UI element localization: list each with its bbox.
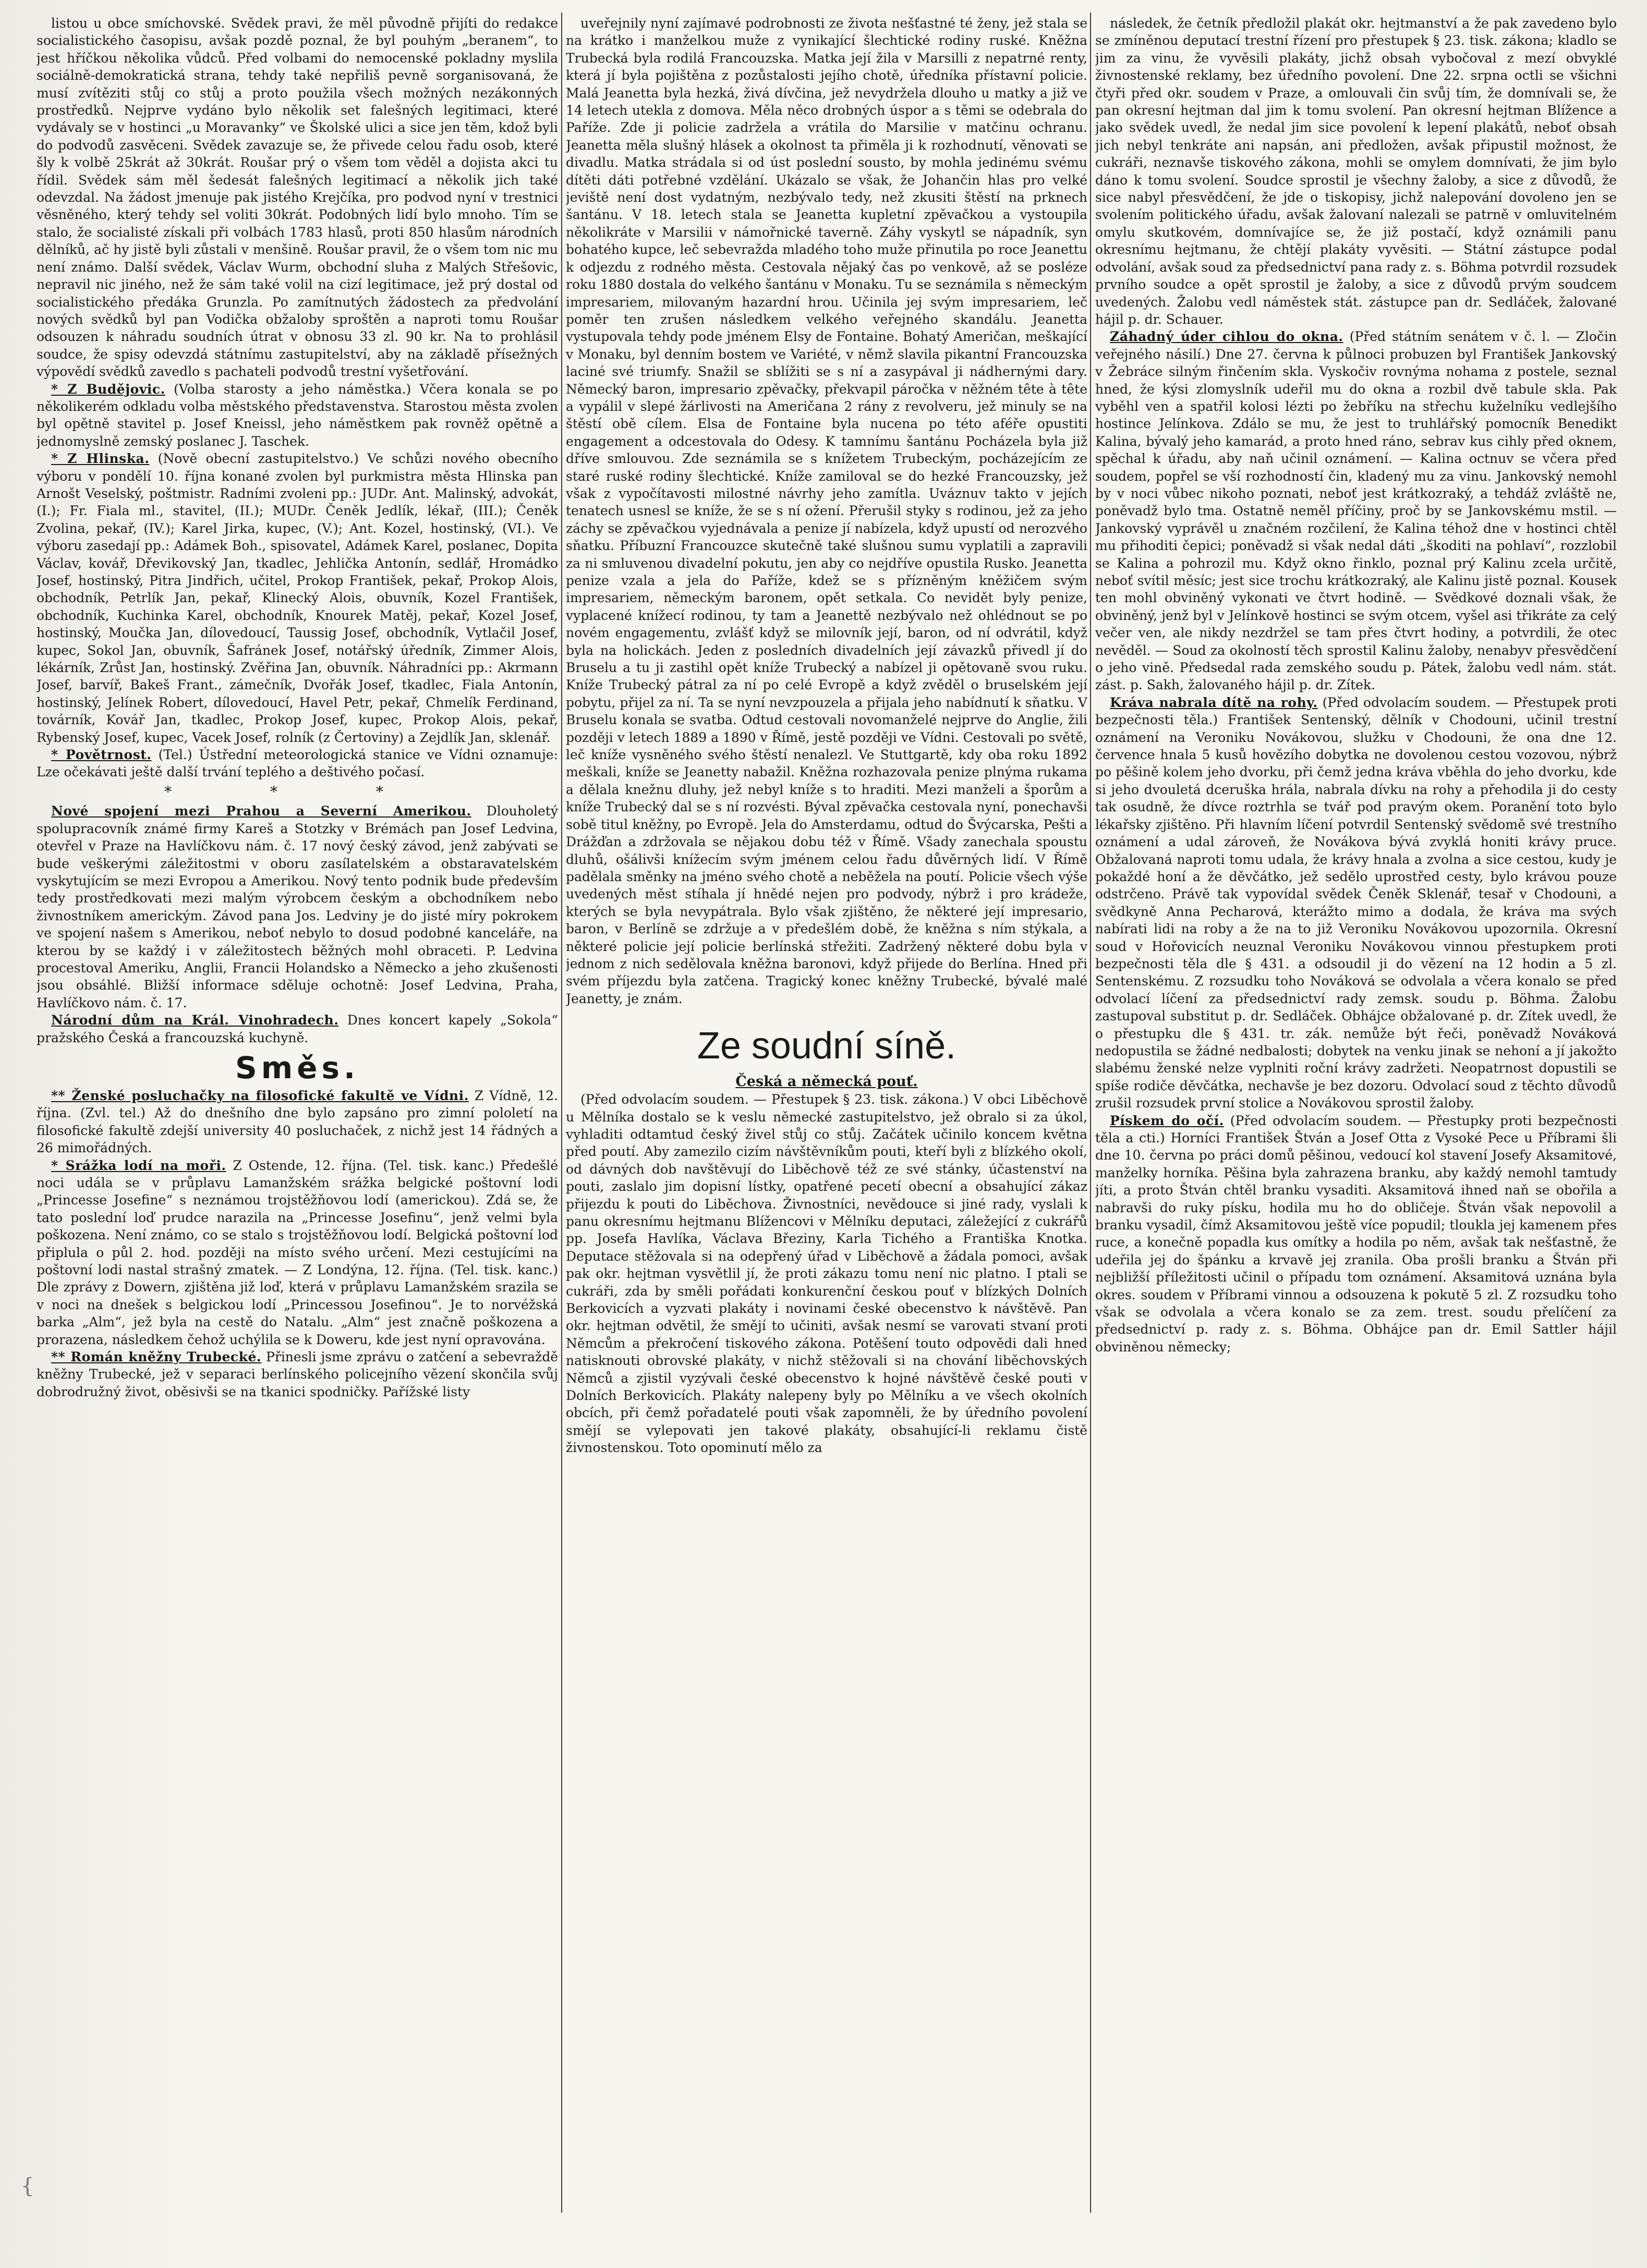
- article-headline: Záhadný úder cihlou do okna.: [1110, 329, 1343, 345]
- article-body-text: Dlouholetý spolupracovník známé firmy Kareš a Stotzky v Brémách pan Josef Ledvina, otevřel v Praze na Havlíčkovu nám. č. 17 nový český závod, jenž zabývati se bude veškerými záležitostmi v oboru zasílatelském a obstaravatelském vyskytujícím se mezi Evropou a Amerikou. Nový tento podnik bude především tedy prostředkovati mezi malým výrobcem českým a obchodníkem nebo živnostníkem americkým. Závod pana Jos. Ledviny je do jisté míry pokrokem ve spojení našem s Amerikou, neboť nebylo to dosud podobné kanceláře, na kterou by se každý i v záležitostech běžných mohl obraceti. P. Ledvina procestoval Ameriku, Anglii, Francii Holandsko a Německo a jeho zkušenosti jsou obsáhlé. Bližší informace sděluje ochotně: Josef Ledvina, Praha, Havlíčkovo nám. č. 17.: [37, 803, 558, 1010]
- article-headline: * Z Budějovic.: [51, 381, 165, 397]
- margin-bracket-mark: {: [21, 2174, 34, 2198]
- article-body-text: Z Ostende, 12. října. (Tel. tisk. kanc.) Předešlé noci udála se v průplavu Lamanžském srážka belgické poštovní lodi „Princesse Josefine“ s neznámou trojstěžňovou lodí (americkou). Zdá se, že tato poslední loď prudce narazila na „Princesse Josefinu“, jenž velmi byla poškozena. Není známo, co se stalo s trojstěžňovou lodí. Belgická poštovní loď připlula o půl 2. hod. později na místo svého určení. Mezi cestujícími na poštovní lodi nastal strašný zmatek. — Z Londýna, 12. října. (Tel. tisk. kanc.) Dle zprávy z Dowern, zjištěna již loď, která v průplavu Lamanžském srazila se v noci na dnešek s belgickou lodí „Princessou Josefinou“. Je to norvéžská barka „Alm“, jež byla na cestě do Natalu. „Alm“ jest značně poškozena a prorazena, následkem čehož uchýlila se k Doweru, kde jest nyní opravována.: [37, 1157, 558, 1347]
- article-paragraph: [37, 746, 558, 781]
- article-paragraph: [37, 802, 558, 1011]
- article-paragraph: [37, 1157, 558, 1348]
- article-body-text: Dnes koncert kapely „Sokola“ pražského Česká a francouzská kuchyně.: [37, 1013, 558, 1045]
- section-divider-dots: * * *: [164, 783, 430, 800]
- column-left: [37, 15, 558, 2220]
- article-body-text: uveřejnily nyní zajímavé podrobnosti ze života nešťastné té ženy, jež stala se na krátko i manželkou muže z vynikající šlechtické rodiny ruské. Kněžna Trubecká byla rodilá Francouzska. Matka její žila v Marsilli z nepatrné renty, která jí byla pojištěna z pozůstalosti jejího chotě, úředníka přístavní policie. Malá Jeanetta byla hezká, živá dívčina, jež nevydržela dlouho u matky a již ve 14 letech utekla z domova. Měla něco drobných úspor a s těmi se odebrala do Paříže. Zde ji policie zadržela a vrátila do Marsilie v matčinu ochranu. Jeanetta měla slušný hlásek a okolnost ta přiměla ji k rozhodnutí, věnovati se divadlu. Matka strádala si od úst poslední sousto, by mohla jedinému svému dítěti dáti potřebné vzdělání. Ukázalo se však, že Johančin hlas pro velké jeviště není dost vydatným, nezbývalo tedy, než zkusiti štěstí na prknech šantánu. V 18. letech stala se Jeanetta kupletní zpěvačkou a vystoupila několikráte v Marsilii v námořnické taverně. Záhy vyskytl se nápadník, syn bohatého kupce, leč sebevražda mladého toho muže přinutila po roce Jeanettu k odjezdu z rodného města. Cestovala nějaký čas po venkově, až se posléze roku 1880 dostala do velkého šantánu v Monaku. Tu se seznámila s německým impresariem, milovaným hazardní hrou. Učinila jej svým impresariem, leč poměr ten zrušen následkem velkého veřejného skandálu. Jeanetta vystupovala tehdy pode jménem Elsy de Fontaine. Bohatý Američan, meškající v Monaku, byl denním bostem ve Variété, v němž slavila pikantní Francouzska laciné své triumfy. Snažil se sblížiti se s ní a zasypával ji nádhernými dary. Německý baron, impresario zpěvačky, překvapil páročka v něžném tête à tête a vypálil v slepé žárlivosti na Američana 2 rány z revolveru, jež minuly se na štěstí obě cílem. Elsa de Fontaine byla nucena po této aféře opustiti engagement a odcestovala do Odesy. K tamnímu šantánu Pocházela byla již dříve smlouvou. Zde seznámila se s knížetem Trubeckým, pocházejícím ze staré ruské rodiny šlechtické. Kníže zamiloval se do hezké Francouzsky, jež však z vypočítavosti milostné návrhy jeho zamítla. Uváznuv takto v jejích tenatech usnesl se kníže, že se s ní ožení. Přerušil styky s rodinou, jež za jeho záchy se zpěvačkou vyjednávala a penize jí nabízela, když upustí od nerozvého sňatku. Příbuzní Francouzce skutečně také slušnou sumu vyplatili a zapravili za ni smluvenou divadelní pokutu, jen aby co nejdříve opustila Rusko. Jeanetta penize vzala a jela do Paříže, kdež se s přízněným kněžičem svým impresariem, německým baronem, opět setkala. Co nevidět byly penize, vyplacené knížecí rodinou, ty tam a Jeanettě nezbývalo než ohlédnout se po novém engagementu, zvlášť když se milovník její, baron, od ní odvrátil, když byla na holickách. Jeden z posledních divadelních její závazků přivedl jí do Bruselu a tu ji zastihl opět kníže Trubecký a nabízel ji opětovaně svou ruku. Kníže Trubecký pátral za ní po celé Evropě a když zvěděl o bruselském její pobytu, přijel za ní. Ta se nyní nevzpouzela a přijala jeho nabídnutí k sňatku. V Bruselu konala se svatba. Odtud cestovali novomanželé nejprve do Anglie, žili později v letech 1889 a 1890 v Římě, jestě později ve Vídni. Cestovali po světě, leč kníže vysněného svého štěstí nenalezl. Ve Stuttgartě, kdy oba roku 1892 meškali, kníže se Jeanetty nabažil. Kněžna rozhazovala penize plnýma rukama a dělala knežnu dluhy, jež nebyl kníže s to hraditi. Mezi manželi a šporům a kníže Trubecký dal se s ní rozvésti. Býval zpěvačka cestovala nyní, ponechavši sobě titul kněžny, po Evropě. Jela do Amsterdamu, odtud do Švýcarska, Pešti a Drážďan a zdržovala se nějakou dobu též v Římě. Všady zanechala spoustu dluhů, ošálivši knížecím svým jménem celou řadu důvěrných lidí. V Římě padělala směnky na jméno svého chotě a neběžela na poutí. Policie všech výše uvedených měst stíhala jí hnědé nejen pro podvody, nýbrž i pro krádeže, kterých se byla nevypátrala. Bylo však zjištěno, že některé její impresario, baron, v Berlíně se zdržuje a v předešlém době, že kněžna s ním stýkala, a některé policie její policie berlínská střežiti. Zadržený některé dobu byla v jednom z nich sedělovala kněžna baronovi, když přijede do Berlína. Hned při svém příjezdu byla zatčena. Tragický konec kněžny Trubecké, bývalé malé Jeanetty, je znám.: [566, 16, 1087, 1006]
- article-body-text: Přinesli jsme zprávu o zatčení a sebevraždě kněžny Trubecké, jež v separaci berlínského policejního vězení skončila svůj dobrodružný život, oběsivši se na tkanici spodničky. Pařížské listy: [37, 1349, 558, 1399]
- article-paragraph: [37, 1011, 558, 1046]
- column-right: [1095, 15, 1617, 2220]
- article-paragraph: [37, 1087, 558, 1157]
- article-paragraph: [37, 450, 558, 746]
- article-headline: Pískem do očí.: [1110, 1113, 1224, 1128]
- article-body-text: (Nově obecní zastupitelstvo.) Ve schůzi nového obecního výboru v pondělí 10. října konané zvolen byl purkmistra města Hlinska pan Arnošt Veselský, poštmistr. Radními zvoleni pp.: JUDr. Ant. Malinský, advokát, (I.); Fr. Fiala ml., stavitel, (II.); MUDr. Čeněk Jedlík, lékař, (III.); Čeněk Zvolina, pekař, (IV.); Karel Jirka, kupec, (V.); Ant. Kozel, hostinský, (VI.). Ve výboru zasedají pp.: Adámek Boh., spisovatel, Adámek Karel, poslanec, Dopita Václav, kovář, Dřevikovský Jan, tkadlec, Jehlička Antonín, sedlář, Hromádko Josef, hostinský, Pitra Jindřich, učitel, Prokop František, pekař, Prokop Alois, obchodník, Petrlík Jan, pekař, Klinecký Alois, obuvník, Kozel František, obchodník, Kuchinka Karel, obchodník, Knourek Matěj, pekař, Kozel Josef, hostinský, Moučka Jan, dílovedoucí, Taussig Josef, obchodník, Vytlačil Josef, kupec, Sokol Jan, obuvník, Šafránek Josef, notářský úředník, Zimmer Alois, lékárník, Zrůst Jan, hostinský. Zvěřina Jan, obuvník. Náhradníci pp.: Akrmann Josef, barvíř, Bakeš Frant., zámečník, Dvořák Josef, tkadlec, Fiala Antonín, hostinský, Jelínek Robert, dílovedoucí, Havel Petr, pekař, Chmelík Ferdinand, továrník, Kovář Jan, tkadlec, Prokop Josef, kupec, Prokop Alois, pekař, Rybenský Josef, kupec, Vacek Josef, rolník (z Čertoviny) a Zejdlík Jan, sklenář.: [37, 451, 558, 745]
- article-body-text: Z Vídně, 12. října. (Zvl. tel.) Až do dnešního dne bylo zapsáno pro zimní pololetí na filosofické fakultě zdejší university 40 posluchaček, z nichž jest 14 řádných a 26 mimořádných.: [37, 1088, 558, 1156]
- article-headline: * Srážka lodí na moři.: [51, 1157, 226, 1173]
- article-headline: Nové spojení mezi Prahou a Severní Amerikou.: [51, 803, 471, 819]
- article-paragraph: [37, 1348, 558, 1400]
- article-paragraph: [37, 15, 558, 381]
- article-paragraph: [1095, 15, 1617, 328]
- column-rule: [1090, 13, 1091, 2213]
- article-body-text: (Tel.) Ústřední meteorologická stanice ve Vídni oznamuje: Lze očekávati ještě další trvání teplého a deštivého počasí.: [37, 747, 558, 780]
- article-paragraph: [566, 1091, 1087, 1457]
- article-paragraph: [566, 15, 1087, 1007]
- section-heading-smes: Směs.: [235, 1050, 360, 1086]
- article-body-text: (Před odvolacím soudem. — Přestupek proti bezpečnosti těla.) František Sentenský, dělník v Chodouni, učinil trestní oznámení na Veroniku Novákovou, služku v Chodouni, že ona dne 12. července hnala 5 kusů hovězího dobytka ne dovolenou cestou vozovou, nýbrž po pěšině kolem jeho dvorku, při čemž jedna kráva vběhla do jeho dvorku, kde si jeho dvouletá dceruška hrála, nabrala dívku na rohy a přehodila ji do cesty tak osudně, že dívce roztrhla se tvář pod pravým okem. Poranění toto bylo lékařsky zjištěno. Při hlavním líčení potvrdil Sentenský svědomě své trestního oznámení a udal zároveň, že Novákova bývá zvyklá honiti krávy pruce. Obžalovaná naproti tomu udala, že krávy hnala a zvolna a sice cestou, kudy je pokaždé honí a že děvčátko, jež sedělo uprostřed cesty, bylo krávou pouze odstrčeno. Právě tak vypovídal svědek Čeněk Sklenář, tesař v Chodouni, a svědkyně Anna Pecharová, kterážto mimo a dodala, že kráva ma svých nabírati lidi na roby a že na to již Veroniku Novákovou upozornila. Okresní soud v Hořovicích neuznal Veroniku Novákovou vinnou přestupkem proti bezpečnosti těla dle § 431. a odsoudil ji do vězení na 12 hodin a 5 zl. Sentenskému. Z rozsudku toho Nováková se odvolala a včera konalo se před odvolací líčení za předsednictví rady zemsk. soudu p. Böhma. Žalobu zastupoval substitut p. dr. Sedláček. Obhájce obžalované p. dr. Zítek uvedl, že o přestupku dle § 431. tr. zák. nemůže být řeči, poněvadž Nováková nedopustila se žádné nedbalosti; dobytek na venku jinak se nehoní a jí jakožto slabému ženské nelze vyplniti roční krávy zadržeti. Neopatrnost dopustili se spíše rodiče děvčátka, nechavše je bez dozoru. Odvolací soud z těchto důvodů zrušil rozsudek první stolice a Novákovou sprostil žaloby.: [1095, 694, 1617, 1111]
- article-paragraph: [37, 381, 558, 450]
- article-headline: * Z Hlinska.: [51, 451, 150, 467]
- article-body-text: (Volba starosty a jeho náměstka.) Včera konala se po několikerém odkladu volba městského představenstva. Starostou města zvolen byl opětně stavitel p. Josef Kneissl, jeho náměstkem pak rovněž opětně a jednomyslně zemský poslanec J. Taschek.: [37, 381, 558, 449]
- article-paragraph: [1095, 1112, 1617, 1356]
- article-headline: Kráva nabrala dítě na rohy.: [1110, 694, 1318, 710]
- article-subheading: Česká a německá pouť.: [735, 1074, 918, 1090]
- column-middle: [566, 15, 1087, 2220]
- article-headline: ** Ženské posluchačky na filosofické fakultě ve Vídni.: [51, 1088, 469, 1103]
- article-body-text: (Před odvolacím soudem. — Přestupky proti bezpečnosti těla a cti.) Horníci František Štván a Josef Otta z Vysoké Pece u Příbrami šli dne 10. června po práci domů pěšinou, vedoucí kol stavení Josefy Aksamitové, manželky horníka. Pěšina byla zahrazena branku, aby každý nemohl tamtudy jíti, a proto Štván chtěl branku vysaditi. Aksamitová ihned naň se obořila a nabravši do ruky písku, hodila mu ho do obličeje. Štván však nepovolil a branku vysadil, čímž Aksamitovou ještě více popudil; tloukla jej kamenem přes ruce, a konečně popadla kus omítky a hodila po něm, avšak tak nešťastně, že udeřila jej do špánku a krvavě jej zranila. Oba prošli branku a Štván při nejbližší příležitosti učinil o případu tom oznámení. Aksamitová uznána byla okres. soudem v Příbrami vinnou a odsouzena k pokutě 5 zl. Z rozsudku toho však se odvolala a včera konalo se za zem. trest. soudu přelíčení za předsednictví p. rady z. s. Böhma. Obhájce pan dr. Emil Sattler hájil obviněnou německy;: [1095, 1113, 1617, 1355]
- article-headline: * Povětrnost.: [51, 747, 152, 763]
- column-rule: [561, 13, 562, 2213]
- article-headline: ** Román kněžny Trubecké.: [51, 1349, 262, 1365]
- article-paragraph: [1095, 694, 1617, 1112]
- article-body-text: (Před státním senátem v č. l. — Zločin veřejného násilí.) Dne 27. června k půlnoci probuzen byl František Jankovský v Žebráce silným řinčením skla. Vyskočiv rovnýma nohama z postele, seznal hned, že kýsi zlomyslník udeřil mu do okna a rozbil dvě tabule skla. Pak vyběhl ven a spatřil kolosi lézti po žebříku na střechu kuželníku vedlejšího hostince Jelínkova. Zdálo se mu, že jest to truhlářský pomocník Benedikt Kalina, bývalý jeho kamarád, a proto hned ráno, sebrav kus cihly před oknem, spěchal k úřadu, aby naň učinil oznámení. — Kalina octnuv se včera před soudem, popřel se vší rozhodností čin, kladený mu za vinu. Jankovský nemohl by v noci vůbec nikoho poznati, neboť jest krátkozraký, a tehdáž zvláště ne, poněvadž bylo tma. Ostatně neměl příčiny, proč by se Jankovskému mstil. — Jankovský vyprávěl u značném rozčilení, že Kalina téhož dne v hostinci chtěl mu přihoditi čepici; poněvadž si však nedal dáti „škoditi na pohlaví“, rozzlobil se Kalina a pohrozil mu. Když okno řinklo, poznal prý Kalinu zcela určitě, neboť svítil měsíc; jest sice trochu krátkozraký, ale Kalinu jistě poznal. Kousek ten mohl obviněný vykonati ve čtvrt hodině. — Svědkové doznali však, že obviněný, jenž byl v Jelínkově hostinci se svým otcem, vyšel asi třikráte za celý večer ven, ale nikdy nezdržel se tam přes čtvrt hodiny, a potvrdili, že otec nevěděl. — Soud za okolností těch sprostil Kalinu žaloby, nenabyv přesvědčení o jeho vině. Předsedal rada zemského soudu p. Pátek, žalobu vedl nám. stát. zást. p. Sakh, žalovaného hájil p. dr. Zítek.: [1095, 329, 1617, 693]
- article-body-text: (Před odvolacím soudem. — Přestupek § 23. tisk. zákona.) V obci Liběchově u Mělníka dostalo se k veslu německé zastupitelstvo, jež obralo si za úkol, vyhladiti odtamtud český živel stůj co stůj. Začátek učinilo koncem května před poutí. Aby zamezilo cizím návštěvníkům pouti, kteří byli z blízkého okolí, od dávných dob navštěvují do Liběchově též ze své stánky, účastenství na pouti, zaslalo jim dopisní lístky, opatřené pecetí obecní a obsahující zákaz přijezdu k pouti do Liběchova. Živnostníci, nevědouce si jiné rady, vyslali k panu okresnímu hejtmanu Blížencovi v Mělníku deputaci, záležející z cukrářů pp. Josefa Havlíka, Václava Březiny, Karla Tichého a Františka Knotka. Deputace stěžovala si na odepřený úřad v Liběchově a žádala pomoci, avšak pak okr. hejtman vysvětlil jí, že proti zákazu tomu není nic platno. I ptali se cukráři, zda by směli pořádati konkurenční českou pouť v blízkých Dolních Berkovicích a vyzvati plakáty i novinami české obecenstvo k návštěvě. Pan okr. hejtman odvětil, že smějí to učiniti, avšak nesmí se varovati stvaní proti Němcům a překročení tiskového zákona. Potěšení touto odpovědi dali hned natisknouti obrovské plakáty, v nichž stěžovali si na chování liběchovských Němců a zjistil vyzývali české obecenstvo k hojné návštěvě české pouti v Dolních Berkovicích. Plakáty nalepeny byly po Mělníku a ve všech okolních obcích, při čemž pořadatelé pouti však zapomněli, že by úředního povolení smějí se vylepovati jen takové plakáty, obsahující-li reklamu čistě živnostenskou. Toto opominutí mělo za: [566, 1092, 1087, 1456]
- article-body-text: následek, že četník předložil plakát okr. hejtmanství a že pak zavedeno bylo se zmíněnou deputací trestní řízení pro přestupek § 23. tisk. zákona; kladlo se jim za vinu, že vyvěsili plakáty, jichž obsah vybočoval z mezí obvyklé živnostenské reklamy, bez úředního povolení. Dne 22. srpna octli se všichni čtyři před okr. soudem v Praze, a omlouvali čin svůj tím, že domnívali se, že pan okresní hejtman dal jim k tomu svolení. Pan okresní hejtman Blížence a jako svědek uvedl, že nedal jim sice povolení k lepení plakátů, neboť obsah jich nebyl tenkráte ani napsán, ani předložen, avšak připustil možnost, že cukráři, neznavše tiskového zákona, mohli se omylem domnívati, že jim bylo dáno k tomu svolení. Soudce sprostil je všechny žaloby, a sice z důvodů, že sice nabyl přesvědčení, že jde o tiskopisy, jichž nalepování dovoleno jen se svolením politického úřadu, avšak žalovaní nalezali se patrně v omluvitelném omylu skutkovém, domnívajíce se, že již postačí, když oznámili panu okresnímu hejtmanu, že chtějí plakáty vyvěsiti. — Státní zástupce podal odvolání, avšak soud za předsednictví pana rady z. s. Böhma potvrdil rozsudek prvního soudce a opět sprostil je žaloby, a sice z důvodů prvým soudcem uvedených. Žalobu vedl náměstek stát. zástupce pan dr. Sedláček, žalované hájil p. dr. Schauer.: [1095, 16, 1617, 327]
- article-headline: Národní dům na Král. Vinohradech.: [51, 1013, 339, 1028]
- article-paragraph: [1095, 328, 1617, 694]
- section-heading-court: Ze soudní síně.: [697, 1025, 956, 1067]
- article-body-text: listou u obce smíchovské. Svědek pravi, že měl původně přijíti do redakce socialistického časopisu, avšak pozdě poznal, že byl pouhým „beranem“, to jest hříčkou několika vůdců. Před volbami do nemocenské pokladny myslila sociálně-demokratická strana, tehdy také nepřiliš pevně sorganisovaná, že musí zvítěziti stůj co stůj a proto použila všech možných nezákonných prostředků. Nejprve vydáno bylo několik set falešných legitimaci, které vydávaly se v hostinci „u Moravanky“ ve Školské ulici a sice jen těm, kdož byli do podvodů zasvěceni. Svědek zavazuje se, že přivede celou řadu osob, které šly k volbě 25krát až 30krát. Roušar prý o všem tom věděl a dojista akci tu řídil. Svědek sám měl šedesát falešných legitimací a několik jich také odevzdal. Na žádost jmenuje pak jistého Krejčíka, pro podvod nyní v trestnici věsněného, který tehdy sel voliti 30krát. Podobných lidí bylo mnoho. Tím se stalo, že socialisté získali při volbách 1783 hlasů, proti 850 hlasům národních dělníků, ač hy jistě byli zůstali v menšině. Roušar pravil, že o všem tom nic mu není známo. Další svědek, Václav Wurm, obchodní sluha z Malých Střešovic, nepravil nic jiného, než že sám také volil na cizí legitimace, jež prý dostal od socialistického předáka Grunzla. Po zamítnutých žádostech za předvolání nových svědků byl pan Vodička obžaloby sproštěn a naproti tomu Roušar odsouzen k náhradu soudních útrat v obnosu 33 zl. 90 kr. Na to prohlásil soudce, že spisy odevzdá státnímu zastupitelství, aby na základě přísežných výpovědí svědků zavedlo s pachateli podvodů trestní vyšetřování.: [37, 16, 558, 380]
